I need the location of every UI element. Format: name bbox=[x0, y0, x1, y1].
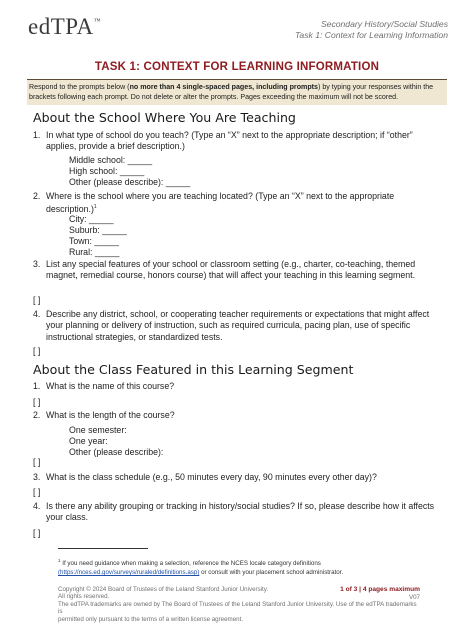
class-question-3: 3. What is the class schedule (e.g., 50 minutes every day, 90 minutes every other day)? bbox=[33, 472, 377, 482]
school-question-2: 2. Where is the school where you are teaching located? (Type an “X” next to the appropriate description.)$^1$ bbox=[33, 191, 395, 215]
class-question-1: 1. What is the name of this course? bbox=[33, 381, 175, 391]
option-one-semester[interactable]: One semester: bbox=[69, 425, 127, 435]
option-rural[interactable]: Rural: _____ bbox=[69, 247, 120, 257]
header-subject: Secondary History/Social Studies bbox=[320, 19, 448, 29]
edtpa-logo: edTPA™ bbox=[28, 14, 101, 39]
rights-line: All rights reserved. bbox=[58, 593, 110, 601]
response-bracket[interactable]: [ ] bbox=[33, 295, 41, 305]
option-suburb[interactable]: Suburb: _____ bbox=[69, 225, 127, 235]
option-middle-school[interactable]: Middle school: _____ bbox=[69, 155, 153, 165]
response-bracket[interactable]: [ ] bbox=[33, 346, 41, 356]
section-heading-school: About the School Where You Are Teaching bbox=[33, 110, 296, 125]
option-high-school[interactable]: High school: _____ bbox=[69, 166, 145, 176]
option-other[interactable]: Other (please describe): bbox=[69, 447, 164, 457]
school-location-options[interactable] bbox=[69, 214, 127, 258]
footnote: $^1$ If you need guidance when making a selection, reference the NCES locale category definitions (https://nces.ed.gov/surveys/ruraled/definitions.asp) or consult with your placement school administrator. bbox=[58, 558, 344, 577]
option-other[interactable]: Other (please describe): _____ bbox=[69, 177, 191, 187]
nces-definitions-link[interactable]: (https://nces.ed.gov/surveys/ruraled/definitions.asp) bbox=[58, 569, 200, 577]
copyright-line: Copyright © 2024 Board of Trustees of the Leland Stanford Junior University. bbox=[58, 586, 269, 593]
page-indicator: 1 of 3 | 4 pages maximum bbox=[340, 586, 420, 593]
response-bracket[interactable]: [ ] bbox=[33, 487, 41, 497]
class-question-4: 4. Is there any ability grouping or tracking in history/social studies? If so, please describe how it affects your class. bbox=[33, 501, 435, 523]
option-city[interactable]: City: _____ bbox=[69, 214, 114, 224]
license-line: permitted only pursuant to the terms of a written license agreement. bbox=[58, 615, 244, 623]
school-question-3: 3. List any special features of your school or classroom setting (e.g., charter, co-teaching, themed magnet, remedial course, honors course) that will affect your teaching in this learning segment. bbox=[33, 259, 416, 281]
footnote-divider bbox=[58, 548, 148, 549]
option-one-year[interactable]: One year: bbox=[69, 436, 108, 446]
class-question-2: 2. What is the length of the course? bbox=[33, 410, 175, 420]
school-question-1: 1. In what type of school do you teach? (Type an “X” next to the appropriate description; if “other” applies, provide a brief description.) bbox=[33, 130, 413, 152]
school-type-options[interactable] bbox=[69, 155, 190, 188]
option-town[interactable]: Town: _____ bbox=[69, 236, 119, 246]
page-footer bbox=[58, 586, 420, 623]
response-bracket[interactable]: [ ] bbox=[33, 397, 41, 407]
task-title: TASK 1: CONTEXT FOR LEARNING INFORMATION bbox=[94, 61, 380, 73]
school-question-4: 4. Describe any district, school, or cooperating teacher requirements or expectations that might affect your planning or delivery of instruction, such as required curricula, pacing plan, use of specific instructional strategies, or standardized tests. bbox=[33, 309, 430, 342]
version-label: V07 bbox=[408, 594, 420, 601]
header-info bbox=[295, 19, 448, 41]
course-length-options[interactable] bbox=[69, 425, 163, 458]
response-bracket[interactable]: [ ] bbox=[33, 528, 41, 538]
instructions-notice: Respond to the prompts below (no more than 4 single-spaced pages, including prompts) by typing your responses within the brackets following each prompt. Do not delete or alter the prompts. Pages exceeding the maximum will not be scored. bbox=[27, 79, 447, 105]
section-heading-class: About the Class Featured in this Learning Segment bbox=[33, 362, 354, 377]
response-bracket[interactable]: [ ] bbox=[33, 457, 41, 467]
trademark-line: The edTPA trademarks are owned by The Board of Trustees of the Leland Stanford Junior University. Use of the edTPA trademarks is bbox=[58, 600, 417, 616]
header-subtitle: Task 1: Context for Learning Information bbox=[294, 30, 448, 40]
